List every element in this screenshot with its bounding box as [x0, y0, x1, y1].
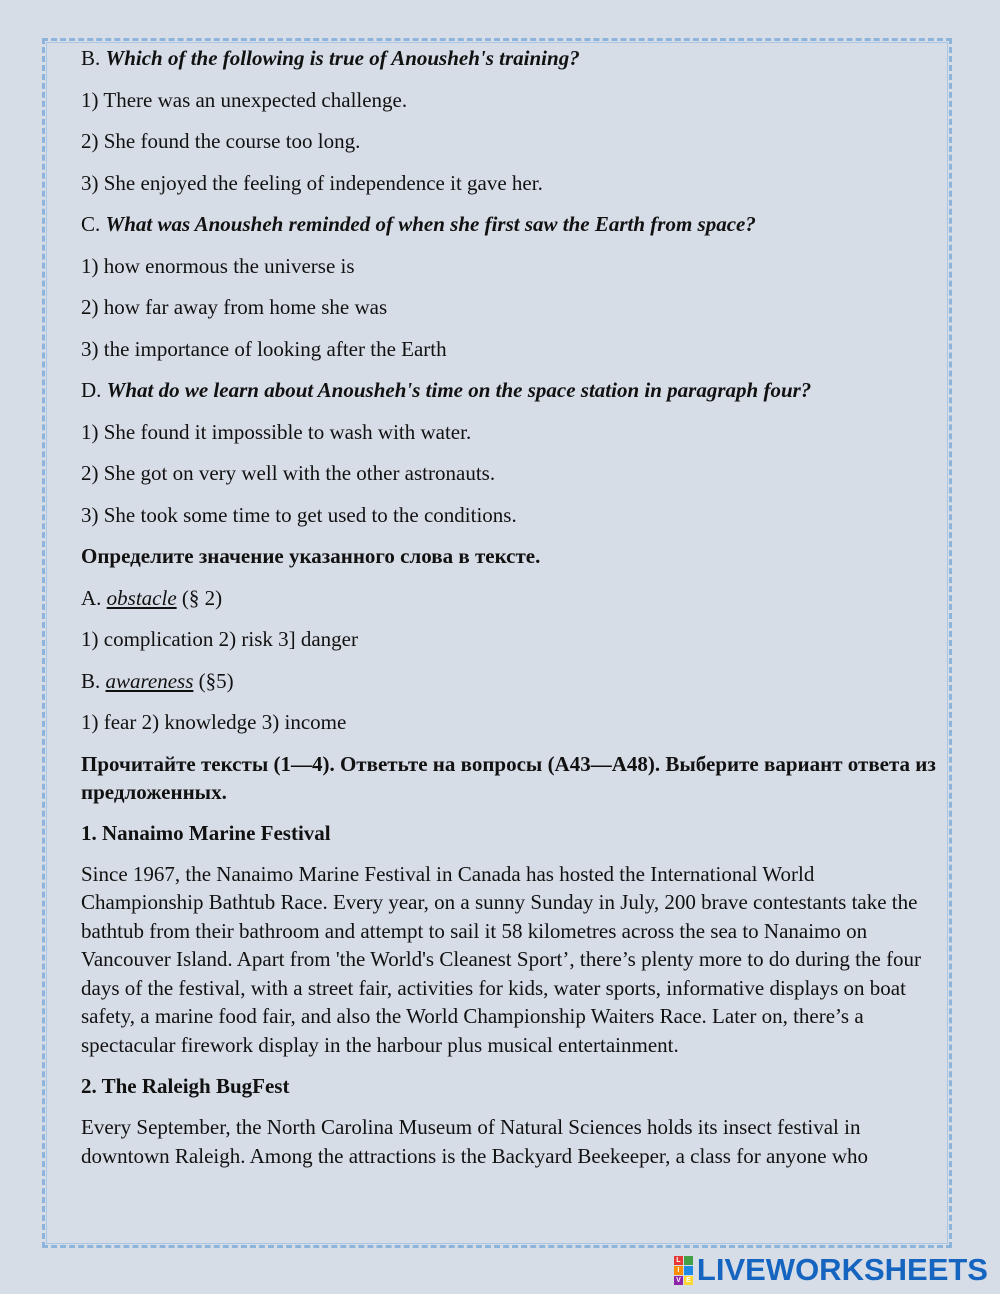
question-d-option-2[interactable]: 2) She got on very well with the other astronauts.	[81, 461, 496, 485]
question-b-option-2[interactable]: 2) She found the course too long.	[81, 129, 361, 153]
liveworksheets-logo	[674, 1254, 988, 1286]
question-b-option-1[interactable]: 1) There was an unexpected challenge.	[81, 87, 408, 112]
liveworksheets-logo-icon: L I V E	[674, 1256, 693, 1285]
vocab-word-obstacle: obstacle	[106, 585, 177, 610]
text-2-title: 2. The Raleigh BugFest	[81, 1074, 290, 1098]
question-c-option-3[interactable]: 3) the importance of looking after the Earth	[81, 336, 447, 361]
vocab-item-a-options[interactable]: 1) complication 2) risk 3] danger	[81, 627, 358, 651]
vocab-item-a: A. obstacle (§ 2)	[81, 585, 223, 610]
question-d-option-1[interactable]: 1) She found it impossible to wash with water.	[81, 419, 472, 444]
worksheet-content	[81, 44, 941, 1183]
vocab-instruction: Определите значение указанного слова в тексте.	[81, 544, 541, 568]
text-1-title: 1. Nanaimo Marine Festival	[81, 820, 331, 845]
question-d-option-3[interactable]: 3) She took some time to get used to the conditions.	[81, 502, 517, 527]
question-d-text: What do we learn about Anousheh's time on the space station in paragraph four?	[106, 378, 812, 402]
question-c-option-2[interactable]: 2) how far away from home she was	[81, 295, 388, 319]
question-b-option-3[interactable]: 3) She enjoyed the feeling of independence it gave her.	[81, 170, 543, 195]
question-b-text: Which of the following is true of Anousheh's training?	[105, 46, 580, 70]
question-c: C. What was Anousheh reminded of when she first saw the Earth from space?	[81, 212, 756, 236]
vocab-item-b-options[interactable]: 1) fear 2) knowledge 3) income	[81, 710, 347, 734]
question-c-text: What was Anousheh reminded of when she first saw the Earth from space?	[105, 212, 756, 236]
text-2-body: Every September, the North Carolina Museum of Natural Sciences holds its insect festival in downtown Raleigh. Among the attractions is the Backyard Beekeeper, a class for anyone who	[81, 1115, 869, 1168]
question-d: D. What do we learn about Anousheh's time on the space station in paragraph four?	[81, 378, 812, 402]
question-c-option-1[interactable]: 1) how enormous the universe is	[81, 253, 355, 278]
reading-instruction: Прочитайте тексты (1—4). Ответьте на вопросы (А43—А48). Выберите вариант ответа из предложенных.	[81, 751, 936, 804]
vocab-word-awareness: awareness	[105, 668, 194, 693]
vocab-item-b: B. awareness (§5)	[81, 668, 234, 693]
liveworksheets-logo-text: LIVEWORKSHEETS	[696, 1252, 988, 1287]
question-b: B. Which of the following is true of Anousheh's training?	[81, 46, 580, 70]
text-1-body: Since 1967, the Nanaimo Marine Festival in Canada has hosted the International World Championship Bathtub Race. Every year, on a sunny Sunday in July, 200 brave contestants take the bathtub from their bathroom and attempt to sail it 58 kilometres across the sea to Nanaimo on Vancouver Island. Apart from 'the World's Cleanest Sport’, there’s plenty more to do during the four days of the festival, with a street fair, activities for kids, water sports, informative displays on boat safety, a marine food fair, and also the World Championship Waiters Race. Later on, there’s a spectacular firework display in the harbour plus musical entertainment.	[81, 861, 922, 1057]
